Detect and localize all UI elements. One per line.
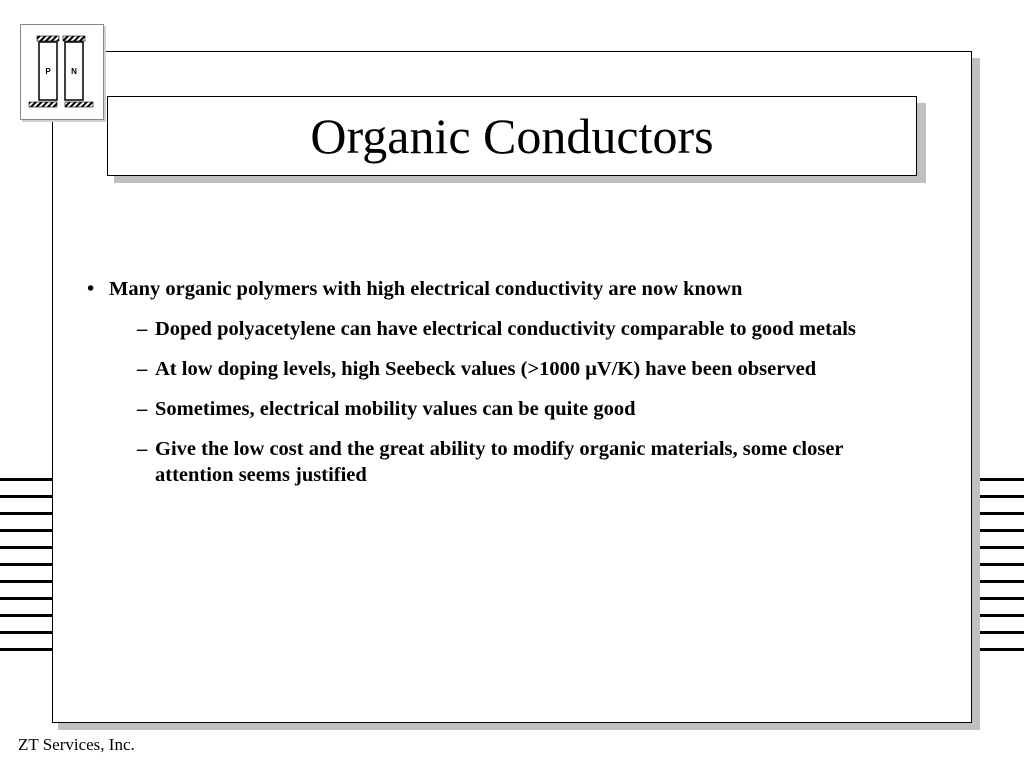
sub-bullet-mark: –: [137, 318, 148, 340]
sub-bullet-text: Doped polyacetylene can have electrical conductivity comparable to good metals: [155, 318, 856, 340]
logo-n-label: N: [71, 67, 77, 76]
sub-bullet-item: [137, 436, 907, 488]
sub-bullet-mark: –: [137, 398, 148, 420]
sub-bullet-item: [137, 356, 907, 382]
sub-bullet-mark: –: [137, 358, 148, 380]
thermoelectric-pn-icon: [21, 25, 103, 119]
pn-junction-logo: [20, 24, 104, 120]
bullet-content: [86, 276, 926, 502]
bullet-item: [86, 276, 926, 302]
slide-title: Organic Conductors: [310, 108, 714, 164]
sub-bullet-mark: –: [137, 438, 148, 460]
bullet-mark: •: [87, 278, 95, 300]
sub-bullet-text: At low doping levels, high Seebeck values (>1000 μV/K) have been observed: [155, 358, 817, 380]
bullet-text: Many organic polymers with high electrical conductivity are now known: [109, 278, 743, 300]
sub-bullet-text: Give the low cost and the great ability to modify organic materials, some closer attention seems justified: [155, 438, 844, 486]
title-box: [107, 96, 917, 176]
footer-company: ZT Services, Inc.: [18, 735, 135, 754]
sub-bullet-item: [137, 396, 907, 422]
sub-bullet-item: [137, 316, 907, 342]
sub-bullet-text: Sometimes, electrical mobility values can be quite good: [155, 398, 636, 420]
logo-p-label: P: [45, 67, 51, 76]
left-stripes-decoration: [0, 478, 52, 658]
